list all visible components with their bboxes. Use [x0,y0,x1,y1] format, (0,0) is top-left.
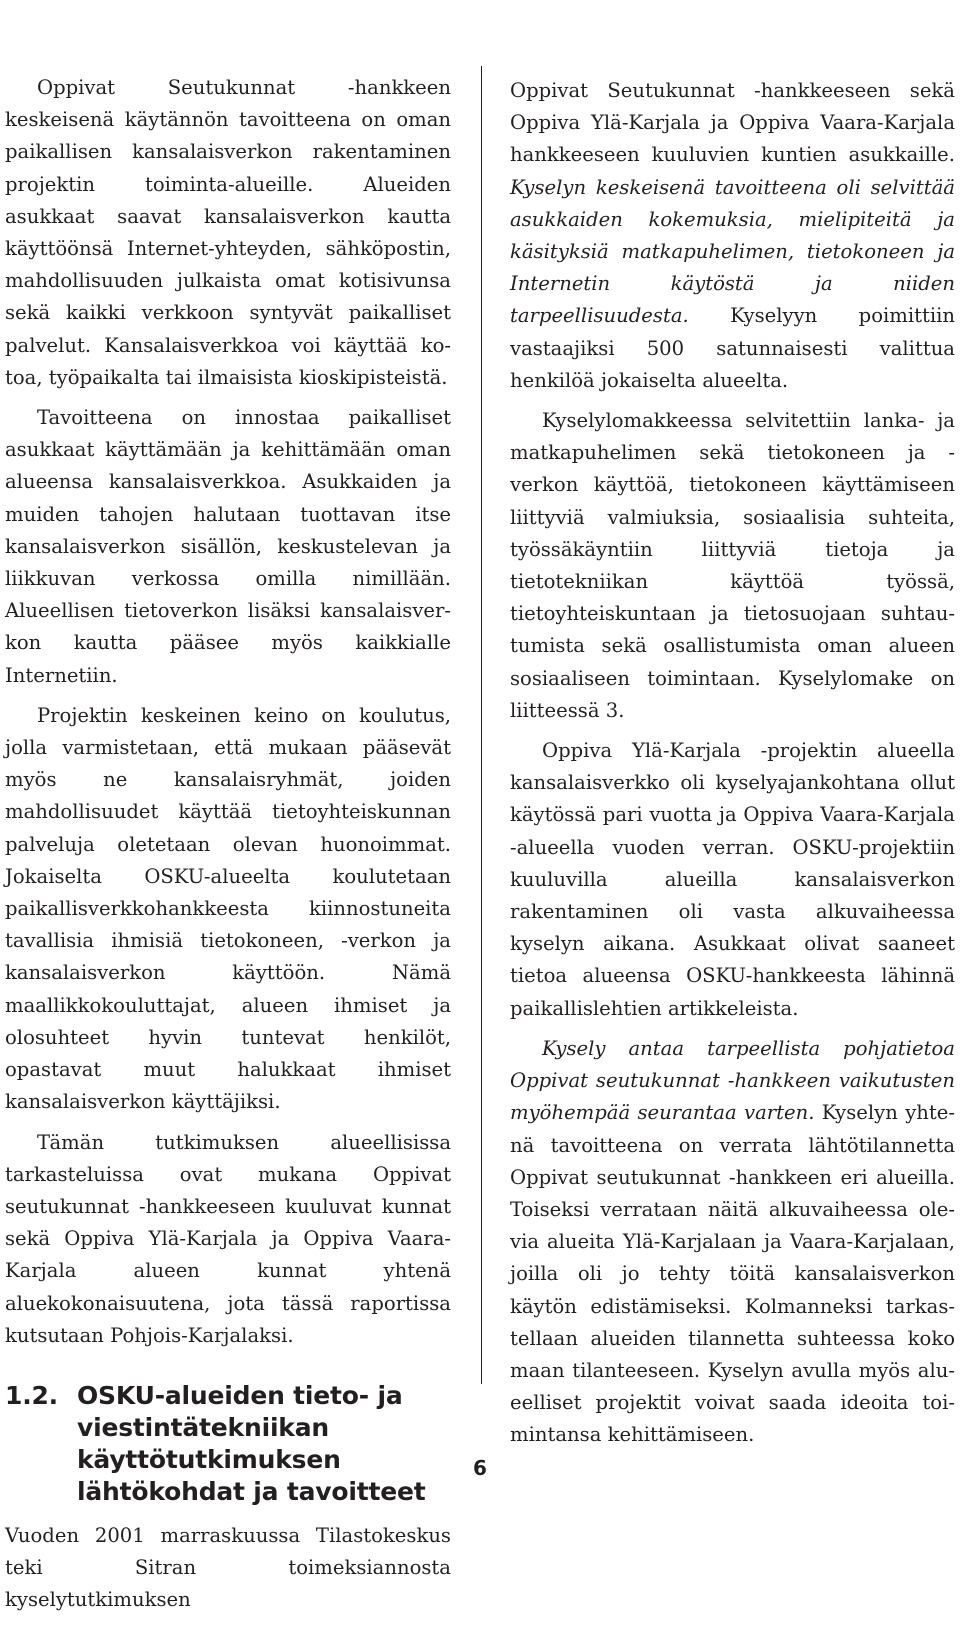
right-paragraph-1 [510,75,955,397]
section-heading-number: 1.2. [5,1380,58,1410]
left-paragraph-1: Oppivat Seutukunnat -hankkeen keskeisenä käytännön tavoitteena on oman paikallisen kansalaisverkon rakentaminen projektin toiminta-alueille. Alueiden asukkaat saavat kansalaisverkon kautta käyttöönsä Internet-yhteyden, sähköpostin, mahdollisuuden julkaista omat kotisivunsa sekä kaikki verkkoon syntyvät paikalliset palvelut. Kansalaisverkkoa voi käyttää kotoa, työpaikalta tai ilmaisista kioskipisteistä. [5,76,451,389]
left-column [5,72,451,1625]
right-paragraph-2: Kyselylomakkeessa selvitettiin lanka- ja matkapuhelimen sekä tietokoneen ja -verkon käyttöä, tietokoneen käyttämiseen liittyviä valmiuksia, sosiaalisia suhteita, työssäkäyntiin liittyviä tietoja ja tietotekniikan käyttöä työssä, tietoyhteiskuntaan ja tietosuojaan suhtautumista sekä osallistumista oman alueen sosiaaliseen toimintaan. Kyselylomake on liitteessä 3. [510,409,955,722]
page-number: 6 [473,1456,487,1480]
right-paragraph-1-text: Oppivat Seutukunnat -hankkeeseen sekä Oppiva Ylä-Karjala ja Oppiva Vaara-Karjala hankkeeseen kuuluvien kuntien asukkaille. [510,79,955,167]
column-divider [481,66,482,1384]
right-paragraph-1-tail: Kyselyyn poimittiin vastaajiksi 500 satunnaisesti valittua henkilöä jokaiselta alueelta. [510,304,955,392]
right-paragraph-3: Oppiva Ylä-Karjala -projektin alueella kansalaisverkko oli kyselyajankohtana ollut käytössä pari vuotta ja Oppiva Vaara-Karjala -alueella vuoden verran. OSKU-projektiin kuuluvilla alueilla kansalaisverkon rakentaminen oli vasta alkuvaiheessa kyselyn aikana. Asukkaat olivat saaneet tietoa alueensa OSKU-hankkeesta lähinnä paikallislehtien artikkeleista. [510,739,955,1020]
right-paragraph-4 [510,1033,955,1452]
right-paragraph-1-italic: Kyselyn keskeisenä tavoitteena oli selvittää asukkaiden kokemuksia, mielipiteitä ja käsityksiä matkapuhelimen, tietokoneen ja Internetin käytöstä ja niiden tarpeellisuudesta. [510,175,955,328]
left-paragraph-2: Tavoitteena on innostaa paikalliset asukkaat käyttämään ja kehittämään oman alueensa kansalaisverkkoa. Asukkaiden ja muiden tahojen halutaan tuottavan itse kansalaisverkon sisällön, keskustelevan ja liikkuvan verkossa omilla nimillään. Alueellisen tietoverkon lisäksi kansalaisverkon kautta pääsee myös kaikkialle Internetiin. [5,406,451,687]
section-heading-title: OSKU-alueiden tieto- ja viestintätekniikan käyttötutkimuksen lähtökohdat ja tavoitteet [77,1380,426,1506]
right-paragraph-4-italic: Kysely antaa tarpeellista pohjatietoa Oppivat seutukunnat -hankkeen vaikutusten myöhempää seurantaa varten. [510,1036,955,1125]
right-column [510,75,955,1460]
right-paragraph-4-tail: Kyselyn yhtenä tavoitteena on verrata lähtötilannetta Oppivat seutukunnat -hankkeen eri alueilla. Toiseksi verrataan näitä alkuvaiheessa olevia alueita Ylä-Karjalaan ja Vaara-Karjalaan, joilla oli jo tehty töitä kansalaisverkon käytön edistämiseksi. Kolmanneksi tarkastellaan alueiden tilannetta suhteessa koko maan tilanteeseen. Kyselyn avulla myös alueelliset projektit voivat saada ideoita toimintansa kehittämiseen. [510,1101,955,1447]
left-paragraph-4: Tämän tutkimuksen alueellisissa tarkasteluissa ovat mukana Oppivat seutukunnat -hankkeeseen kuuluvat kunnat sekä Oppiva Ylä-Karjala ja Oppiva Vaara-Karjala alueen kunnat yhtenä aluekokonaisuutena, jota tässä raportissa kutsutaan Pohjois-Karjalaksi. [5,1130,451,1347]
left-paragraph-3: Projektin keskeinen keino on koulutus, jolla varmistetaan, että mukaan pääsevät myös ne kansalaisryhmät, joiden mahdollisuudet käyttää tietoyhteiskunnan palveluja oletetaan olevan huonoimmat. Jokaiselta OSKU-alueelta koulutetaan paikallisverkkohankkeesta kiinnostuneita tavallisia ihmisiä tietokoneen, -verkon ja kansalaisverkon käyttöön. Nämä maallikkokouluttajat, alueen ihmiset ja olosuhteet hyvin tuntevat henkilöt, opastavat muut halukkaat ihmiset kansalaisverkon käyttäjiksi. [5,703,451,1114]
left-paragraph-5: Vuoden 2001 marraskuussa Tilastokeskus teki Sitran toimeksiannosta kyselytutkimuksen [5,1523,451,1612]
